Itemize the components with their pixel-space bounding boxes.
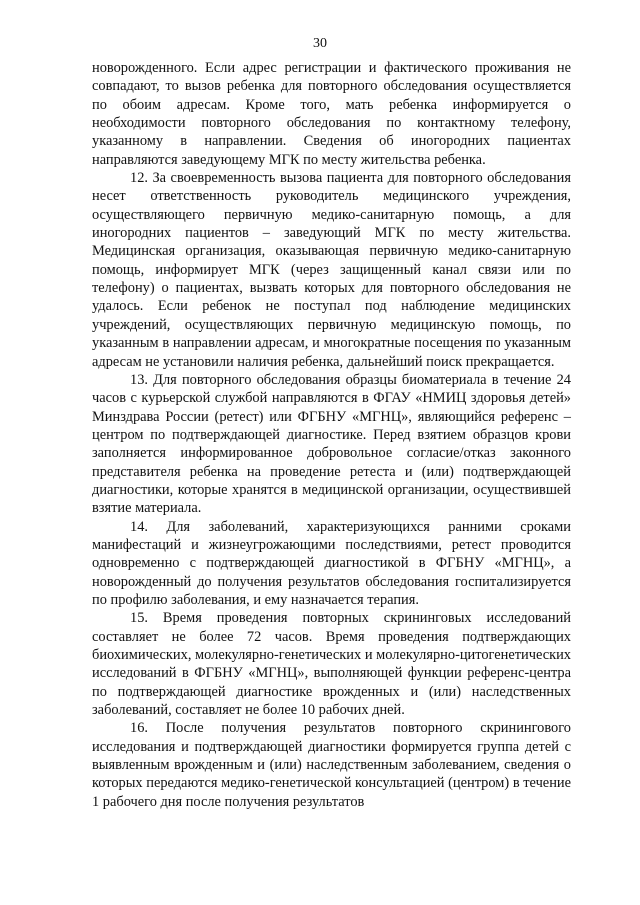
document-body — [92, 59, 571, 811]
paragraph-item-12: 12. За своевременность вызова пациента для повторного обследования несет ответственность руководитель медицинского учреждения, осуществляющего первичную медико-санитарную помощь, а для иногородних пациентов – заведующий МГК по месту жительства. Медицинская организация, оказывающая первичную медико-санитарную помощь, информирует МГК (через защищенный канал связи или по телефону) о пациентах, вызвать которых для повторного обследования не удалось. Если ребенок не поступал под наблюдение медицинских учреждений, осуществляющих первичную медицинскую помощь, по указанным в направлении адресам, и многократные посещения по указанным адресам не установили наличия ребенка, дальнейший поиск прекращается. — [92, 170, 571, 370]
paragraph-item-13: 13. Для повторного обследования образцы биоматериала в течение 24 часов с курьерской службой направляются в ФГАУ «НМИЦ здоровья детей» Минздрава России (ретест) или ФГБНУ «МГНЦ», являющийся референс – центром по подтверждающей диагностике. Перед взятием образцов крови заполняется информированное добровольное согласие/отказ законного представителя ребенка на проведение ретеста и (или) подтверждающей диагностики, которые хранятся в медицинской организации, осуществившей взятие материала. — [92, 371, 571, 517]
paragraph-item-14: 14. Для заболеваний, характеризующихся ранними сроками манифестаций и жизнеугрожающими последствиями, ретест проводится одновременно с подтверждающей диагностикой в ФГБНУ «МГНЦ», а новорожденный до получения результатов обследования госпитализируется по профилю заболевания, и ему назначается терапия. — [92, 518, 571, 608]
paragraph-continuation: новорожденного. Если адрес регистрации и фактического проживания не совпадают, то вызов ребенка для повторного обследования осуществляется по обоим адресам. Кроме того, мать ребенка информируется о необходимости повторного обследования по контактному телефону, указанному в направлении. Сведения об иногородних пациентах направляются заведующему МГК по месту жительства ребенка. — [92, 60, 571, 168]
page-number: 30 — [313, 36, 327, 51]
paragraph-item-15: 15. Время проведения повторных скрининговых исследований составляет не более 72 часов. Время проведения подтверждающих биохимических, молекулярно-генетических и молекулярно-цитогенетических исследований в ФГБНУ «МГНЦ», выполняющей функции референс-центра по подтверждающей диагностике врожденных и (или) наследственных заболеваний, составляет не более 10 рабочих дней. — [92, 610, 571, 719]
paragraph-item-16: 16. После получения результатов повторного скринингового исследования и подтверждающей диагностики формируется группа детей с выявленным врожденным и (или) наследственным заболеванием, сведения о которых передаются медико-генетической консультацией (центром) в течение 1 рабочего дня после получения результатов — [92, 720, 571, 810]
